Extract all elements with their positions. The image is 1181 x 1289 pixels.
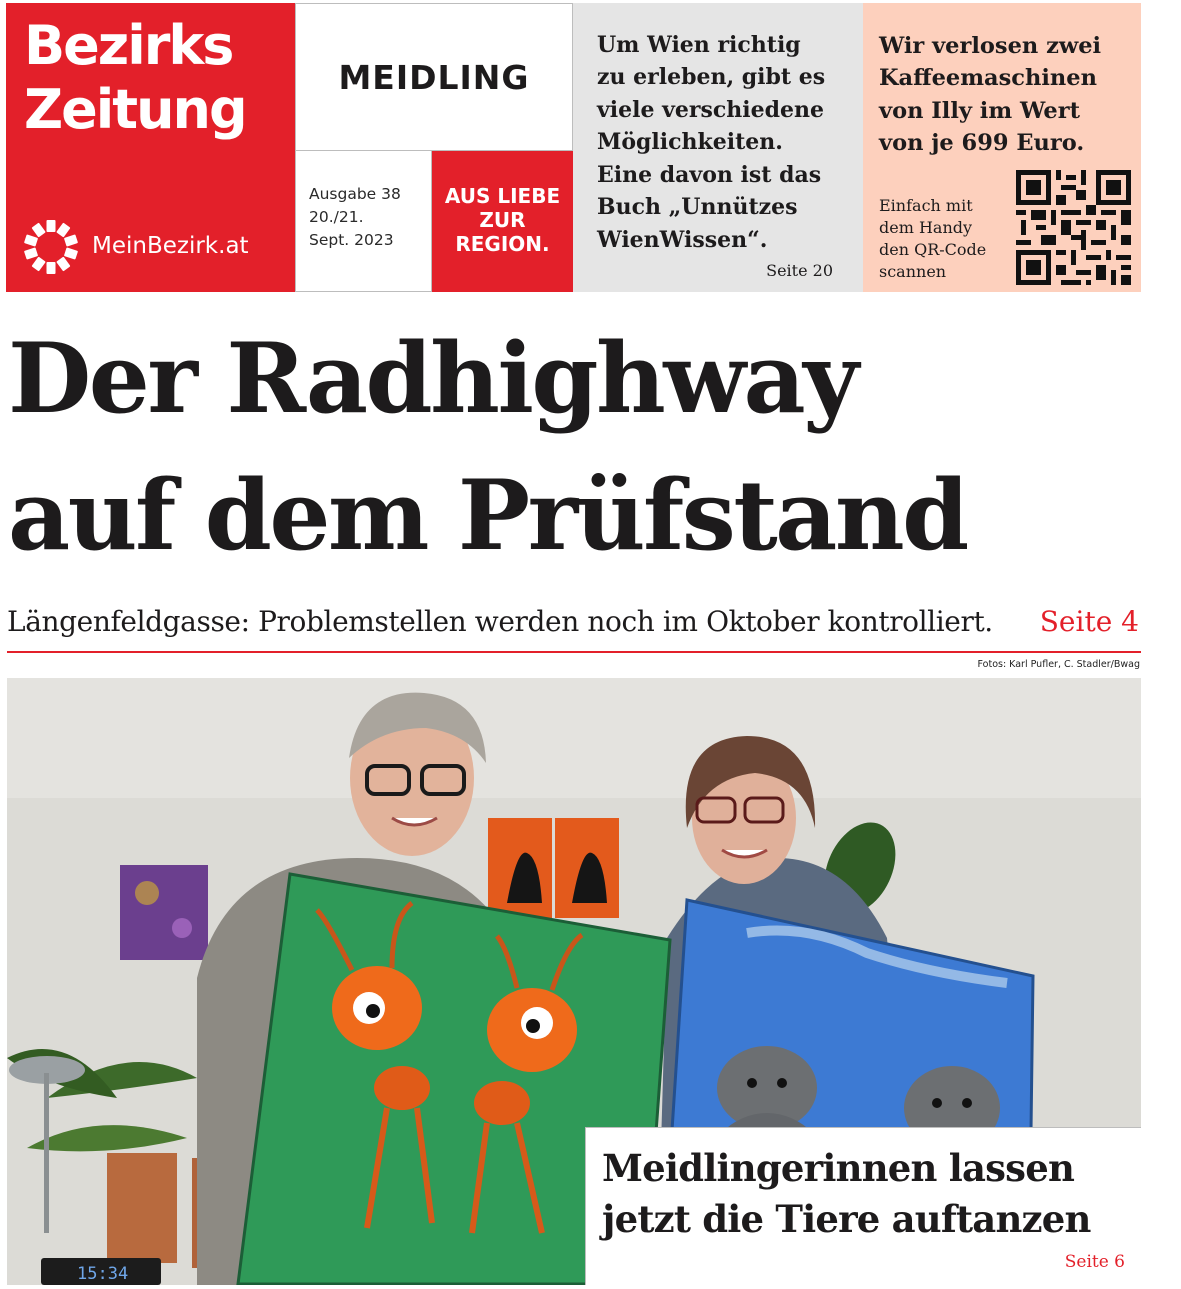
teaser-line: Eine davon ist das bbox=[597, 162, 822, 188]
logo-word-bezirks: Bezirks bbox=[24, 14, 233, 77]
issue-info bbox=[295, 151, 432, 292]
teaser-instruction: scannen bbox=[879, 262, 947, 281]
teaser-line: viele verschiedene bbox=[597, 97, 825, 123]
teaser-line: von je 699 Euro. bbox=[879, 130, 1085, 156]
district-box bbox=[295, 3, 573, 151]
caption-page-ref: Seite 6 bbox=[1064, 1252, 1125, 1272]
teaser-line: Buch „Unnützes bbox=[597, 194, 798, 220]
slogan-box bbox=[432, 151, 573, 292]
teaser-line: zu erleben, gibt es bbox=[597, 64, 826, 90]
teaser-instruction: dem Handy bbox=[879, 218, 973, 237]
raffle-teaser[interactable] bbox=[863, 3, 1141, 292]
headline-line-2: auf dem Prüfstand bbox=[8, 459, 967, 572]
teaser-line: Kaffeemaschinen bbox=[879, 65, 1097, 91]
headline-line-1: Der Radhighway bbox=[8, 322, 857, 435]
teaser-instruction: Einfach mit bbox=[879, 196, 973, 215]
photo-caption-box[interactable] bbox=[585, 1127, 1141, 1285]
photo-credit: Fotos: Karl Pufler, C. Stadler/Bwag bbox=[977, 659, 1140, 670]
teaser-line: Um Wien richtig bbox=[597, 32, 801, 58]
slogan-line: AUS LIEBE bbox=[444, 184, 561, 208]
teaser-line: Möglichkeiten. bbox=[597, 129, 783, 155]
slogan-line: ZUR bbox=[479, 208, 526, 232]
teaser-instruction: den QR-Code bbox=[879, 240, 987, 259]
caption-line-2: jetzt die Tiere auftanzen bbox=[602, 1197, 1091, 1241]
headline-page-ref[interactable]: Seite 4 bbox=[1039, 605, 1139, 638]
teaser-line: von Illy im Wert bbox=[879, 98, 1080, 124]
clock-display: 15:34 bbox=[77, 1264, 129, 1284]
qr-code-icon[interactable] bbox=[1016, 170, 1131, 285]
headline-subtitle: Längenfeldgasse: Problemstellen werden noch im Oktober kontrolliert. bbox=[7, 605, 993, 638]
logo-word-zeitung: Zeitung bbox=[24, 78, 246, 141]
teaser-line: Wir verlosen zwei bbox=[879, 33, 1102, 59]
website-link[interactable]: MeinBezirk.at bbox=[92, 233, 249, 259]
book-teaser[interactable] bbox=[573, 3, 863, 292]
newspaper-logo bbox=[6, 3, 295, 292]
district-name: MEIDLING bbox=[338, 58, 530, 97]
caption-line-1: Meidlingerinnen lassen bbox=[602, 1146, 1075, 1190]
teaser-line: WienWissen“. bbox=[597, 227, 768, 253]
teaser-page-ref: Seite 20 bbox=[766, 261, 833, 280]
slogan-line: REGION. bbox=[455, 232, 550, 256]
flower-logo-icon bbox=[22, 218, 80, 276]
red-divider bbox=[7, 651, 1141, 653]
issue-number: Ausgabe 38 bbox=[309, 185, 401, 203]
issue-date-month: Sept. 2023 bbox=[309, 231, 394, 249]
issue-date-days: 20./21. bbox=[309, 208, 364, 226]
